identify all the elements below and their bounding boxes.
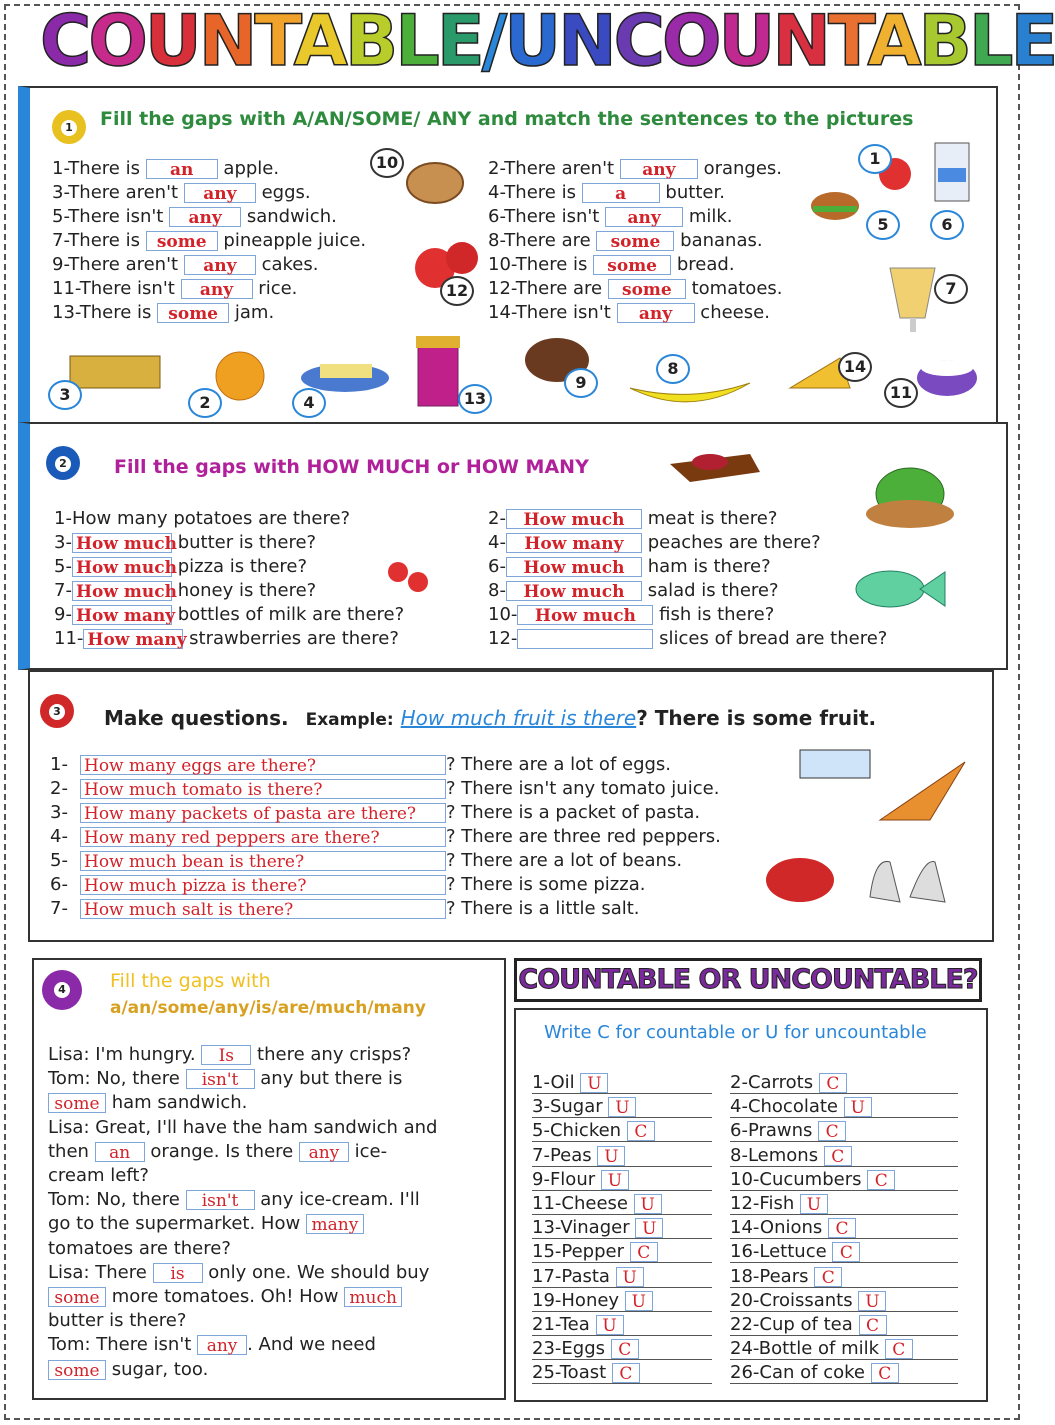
example-question: How much fruit is there: [400, 706, 637, 730]
question-prefix: 9-: [54, 604, 72, 625]
word-label: 2-Carrots: [730, 1072, 814, 1093]
section-2: [18, 422, 1008, 670]
sentence-prefix: 4-There is: [488, 182, 576, 203]
answer-field[interactable]: How much: [506, 581, 642, 601]
word-line: [532, 1169, 712, 1191]
word-line: [532, 1096, 712, 1118]
sentence-suffix: butter.: [665, 182, 725, 203]
word-line: [730, 1266, 958, 1288]
title-letter: /: [481, 0, 505, 82]
cu-answer-field[interactable]: U: [844, 1097, 872, 1117]
title-letter: U: [504, 0, 559, 82]
cu-answer-field[interactable]: U: [596, 1315, 624, 1335]
title-letter: U: [718, 0, 773, 82]
word-line: [730, 1362, 958, 1384]
word-line: [532, 1145, 712, 1167]
word-line: [730, 1193, 958, 1215]
sentence-prefix: 1-There is: [52, 158, 140, 179]
picture-number-label: 9: [564, 368, 598, 398]
answer-field[interactable]: is: [153, 1263, 203, 1283]
dialogue-text: . And we need: [247, 1334, 376, 1356]
sentence-prefix: 12-There are: [488, 278, 603, 299]
cu-answer-field[interactable]: C: [885, 1339, 913, 1359]
title-letter: N: [198, 0, 255, 82]
answer-field[interactable]: some: [593, 255, 671, 275]
sentence-prefix: 14-There isn't: [488, 302, 611, 323]
dialogue-line: [48, 1310, 186, 1331]
question-prefix: 8-: [488, 580, 506, 601]
dialogue-text: go to the supermarket. How: [48, 1213, 306, 1235]
word-line: [532, 1362, 712, 1384]
answer-field[interactable]: an: [146, 159, 218, 179]
dialogue-line: [48, 1117, 437, 1138]
word-label: 26-Can of coke: [730, 1362, 865, 1384]
question-field[interactable]: How many eggs are there?: [80, 755, 446, 775]
word-line: [730, 1145, 958, 1167]
answer-field[interactable]: How much: [72, 581, 172, 601]
answer-field[interactable]: isn't: [186, 1069, 255, 1089]
word-label: 9-Flour: [532, 1168, 596, 1190]
question-suffix: potatoes are there?: [173, 508, 351, 529]
word-label: 18-Pears: [730, 1265, 809, 1287]
word-line: [532, 1072, 712, 1094]
word-line: [532, 1120, 712, 1142]
section-4-heading: Fill the gaps with: [110, 970, 271, 992]
answer-field[interactable]: any: [197, 1335, 247, 1355]
question-suffix: slices of bread are there?: [659, 628, 888, 649]
picture-number-label: 5: [866, 210, 900, 240]
answer-field[interactable]: any: [617, 303, 695, 323]
word-line: [532, 1193, 712, 1215]
word-label: 1-Oil: [532, 1072, 575, 1093]
picture-number-label: 13: [458, 384, 492, 414]
dialogue-text: butter is there?: [48, 1310, 187, 1332]
picture-number-label: 11: [884, 378, 918, 408]
section-4-subheading: a/an/some/any/is/are/much/many: [110, 998, 426, 1018]
cu-answer-field[interactable]: U: [800, 1194, 828, 1214]
word-label: 4-Chocolate: [730, 1096, 839, 1118]
cu-answer-field[interactable]: C: [814, 1267, 842, 1287]
dialogue-line: [48, 1334, 376, 1355]
question-field[interactable]: How much pizza is there?: [80, 875, 446, 895]
question-suffix: peaches are there?: [647, 532, 821, 553]
section-2-heading: Fill the gaps with HOW MUCH or HOW MANY: [114, 456, 589, 478]
word-line: [730, 1072, 958, 1094]
question-prefix: 5-: [54, 556, 72, 577]
word-label: 8-Lemons: [730, 1144, 819, 1166]
section-5-title: COUNTABLE OR UNCOUNTABLE?: [518, 964, 978, 995]
word-label: 12-Fish: [730, 1193, 795, 1214]
word-label: 17-Pasta: [532, 1265, 610, 1287]
answer-field[interactable]: any: [299, 1142, 349, 1162]
dialogue-line: [48, 1359, 208, 1380]
sentence-prefix: 5-There isn't: [52, 206, 164, 227]
answer-field[interactable]: some: [146, 231, 218, 251]
dialogue-text: ice-: [348, 1140, 388, 1162]
cu-answer-field[interactable]: C: [818, 1121, 846, 1141]
question-prefix: 6-: [488, 556, 506, 577]
dialogue-text: orange. Is there: [144, 1140, 299, 1162]
question-field[interactable]: How many packets of pasta are there?: [80, 803, 446, 823]
dialogue-text: then: [48, 1140, 95, 1162]
dialogue-line: [48, 1165, 149, 1186]
row-number: 4-: [50, 826, 68, 847]
sentence-suffix: tomatoes.: [691, 278, 783, 299]
title-letter: N: [558, 0, 614, 82]
word-line: [730, 1290, 958, 1312]
question-suffix: honey is there?: [177, 580, 317, 601]
row-number: 5-: [50, 850, 68, 871]
sentence-prefix: 6-There isn't: [488, 206, 600, 227]
sentence-prefix: 2-There aren't: [488, 158, 615, 179]
dialogue-text: Lisa: There: [48, 1261, 153, 1283]
answer-field[interactable]: some: [157, 303, 229, 323]
word-line: [730, 1217, 958, 1239]
word-label: 19-Honey: [532, 1289, 620, 1311]
sentence-suffix: sandwich.: [246, 206, 337, 227]
section-number-1: 1: [61, 120, 77, 136]
answer-sentence: ? There isn't any tomato juice.: [446, 778, 720, 799]
picture-number-label: 2: [188, 388, 222, 418]
sentence-suffix: rice.: [258, 278, 298, 299]
word-label: 14-Onions: [730, 1217, 823, 1239]
section-5: [514, 1008, 988, 1402]
section-2-pictures: [30, 424, 1006, 668]
sentence-suffix: cakes.: [261, 254, 319, 275]
answer-field[interactable]: any: [184, 183, 256, 203]
cu-answer-field[interactable]: U: [580, 1073, 608, 1093]
answer-field[interactable]: How much: [517, 605, 653, 625]
word-label: 21-Tea: [532, 1314, 590, 1335]
cu-answer-field[interactable]: U: [625, 1291, 653, 1311]
sentence-suffix: jam.: [234, 302, 275, 323]
dialogue-text: more tomatoes. Oh! How: [106, 1286, 345, 1307]
answer-field[interactable]: How many: [72, 605, 172, 625]
word-line: [730, 1338, 958, 1360]
dialogue-text: Tom: No, there: [48, 1068, 186, 1090]
picture-number-label: 14: [838, 352, 872, 382]
dialogue-text: Lisa: Great, I'll have the ham sandwich and: [48, 1116, 438, 1138]
answer-field[interactable]: an: [95, 1142, 145, 1162]
word-line: [730, 1096, 958, 1118]
dialogue-text: there any crisps?: [251, 1044, 412, 1065]
sentence-prefix: 9-There aren't: [52, 254, 179, 275]
section-4: [32, 958, 506, 1400]
dialogue-text: any but there is: [254, 1068, 403, 1090]
word-line: [730, 1314, 958, 1336]
question-suffix: strawberries are there?: [189, 628, 399, 649]
answer-field[interactable]: some: [48, 1360, 106, 1380]
dialogue-line: [48, 1262, 429, 1283]
title-letter: L: [395, 0, 437, 82]
word-label: 24-Bottle of milk: [730, 1338, 880, 1360]
section-number-3: 3: [49, 704, 65, 720]
section-number-4: 4: [54, 982, 70, 998]
title-letter: B: [918, 0, 969, 82]
sentence-prefix: 8-There are: [488, 230, 591, 251]
word-line: [532, 1217, 712, 1239]
section-5-instruction: Write C for countable or U for uncountable: [544, 1022, 927, 1043]
title-letter: C: [613, 0, 663, 82]
cu-answer-field[interactable]: C: [859, 1315, 887, 1335]
answer-field[interactable]: isn't: [186, 1190, 255, 1210]
answer-field[interactable]: some: [48, 1093, 106, 1113]
cu-answer-field[interactable]: U: [601, 1170, 629, 1190]
question-field[interactable]: How many red peppers are there?: [80, 827, 446, 847]
word-label: 16-Lettuce: [730, 1241, 827, 1263]
word-label: 20-Croissants: [730, 1289, 853, 1311]
dialogue-text: Tom: No, there: [48, 1189, 186, 1211]
word-label: 3-Sugar: [532, 1096, 603, 1118]
answer-sentence: ? There are a lot of beans.: [446, 850, 683, 871]
question-suffix: bottles of milk are there?: [177, 604, 405, 625]
word-line: [532, 1266, 712, 1288]
question-prefix: 12-: [488, 628, 518, 649]
section-number-ball-4: [42, 970, 82, 1010]
answer-field[interactable]: How much: [72, 533, 172, 553]
word-label: 5-Chicken: [532, 1120, 622, 1142]
title-letter: O: [662, 0, 719, 82]
question-prefix: 11-: [54, 628, 84, 649]
word-label: 15-Pepper: [532, 1241, 625, 1263]
example-answer: ? There is some fruit.: [636, 706, 877, 730]
dialogue-line: [48, 1286, 402, 1307]
answer-sentence: ? There is a packet of pasta.: [446, 802, 701, 823]
cu-answer-field[interactable]: U: [616, 1267, 644, 1287]
dialogue-line: [48, 1044, 411, 1065]
answer-field[interactable]: some: [596, 231, 674, 251]
section-3-pictures: [30, 672, 992, 940]
question-suffix: salad is there?: [647, 580, 779, 601]
section-number-2: 2: [55, 456, 71, 472]
cu-answer-field[interactable]: C: [867, 1170, 895, 1190]
question-suffix: fish is there?: [659, 604, 775, 625]
section-3: [28, 670, 994, 942]
sentence-suffix: bread.: [676, 254, 735, 275]
answer-field[interactable]: How much: [72, 557, 172, 577]
picture-number-label: 6: [930, 210, 964, 240]
question-prefix: 10-: [488, 604, 518, 625]
picture-number-label: 3: [48, 380, 82, 410]
cu-answer-field[interactable]: U: [858, 1291, 886, 1311]
answer-field[interactable]: How many: [506, 533, 642, 553]
section-5-title-box: [514, 958, 982, 1002]
answer-field[interactable]: much: [344, 1287, 402, 1307]
title-letter: T: [254, 0, 294, 82]
question-suffix: meat is there?: [647, 508, 778, 529]
title-letter: B: [344, 0, 396, 82]
word-line: [532, 1338, 712, 1360]
dialogue-text: ham sandwich.: [106, 1092, 248, 1114]
question-prefix: 2-: [488, 508, 506, 529]
answer-field[interactable]: any: [181, 279, 253, 299]
title-letter: O: [88, 0, 145, 82]
page-title: [40, 0, 1055, 82]
question-prefix: 4-: [488, 532, 506, 553]
title-letter: L: [968, 0, 1011, 82]
question-suffix: pizza is there?: [177, 556, 308, 577]
word-line: [532, 1290, 712, 1312]
sentence-suffix: pineapple juice.: [223, 230, 367, 251]
sentence-suffix: oranges.: [703, 158, 783, 179]
question-prefix: 7-: [54, 580, 72, 601]
title-letter: T: [827, 0, 868, 82]
sentence-suffix: milk.: [688, 206, 733, 227]
cu-answer-field[interactable]: C: [832, 1242, 860, 1262]
example-label: Example:: [305, 710, 394, 730]
answer-field[interactable]: any: [620, 159, 698, 179]
sentence-suffix: cheese.: [700, 302, 770, 323]
sentence-suffix: apple.: [223, 158, 280, 179]
question-prefix: 3-: [54, 532, 72, 553]
word-label: 6-Prawns: [730, 1120, 813, 1142]
picture-number-label: 7: [934, 274, 968, 304]
title-letter: A: [867, 0, 919, 82]
word-line: [730, 1241, 958, 1263]
sentence-prefix: 13-There is: [52, 302, 152, 323]
answer-field[interactable]: How much: [506, 509, 642, 529]
word-line: [532, 1314, 712, 1336]
dialogue-text: Lisa: I'm hungry.: [48, 1044, 202, 1065]
answer-field[interactable]: How many: [83, 629, 183, 649]
cu-answer-field[interactable]: U: [635, 1218, 663, 1238]
picture-number-label: 10: [370, 148, 404, 178]
row-number: 7-: [50, 898, 68, 919]
section-1-heading: Fill the gaps with A/AN/SOME/ ANY and match the sentences to the pictures: [100, 108, 914, 130]
dialogue-line: [48, 1092, 247, 1113]
title-letter: C: [40, 0, 89, 82]
cu-answer-field[interactable]: U: [608, 1097, 636, 1117]
word-label: 13-Vinager: [532, 1217, 630, 1239]
picture-number-label: 1: [858, 144, 892, 174]
word-line: [730, 1120, 958, 1142]
question-suffix: butter is there?: [177, 532, 317, 553]
dialogue-text: any ice-cream. I'll: [254, 1189, 420, 1211]
answer-field[interactable]: some: [608, 279, 686, 299]
cu-answer-field[interactable]: C: [611, 1339, 639, 1359]
cu-answer-field[interactable]: C: [630, 1242, 658, 1262]
dialogue-text: Tom: There isn't: [48, 1334, 198, 1356]
answer-sentence: ? There is some pizza.: [446, 874, 646, 895]
dialogue-text: cream left?: [48, 1165, 149, 1186]
cu-answer-field[interactable]: U: [634, 1194, 662, 1214]
sentence-prefix: 11-There isn't: [52, 278, 175, 299]
dialogue-text: only one. We should buy: [202, 1261, 430, 1283]
row-number: 3-: [50, 802, 68, 823]
title-letter: A: [293, 0, 345, 82]
word-label: 22-Cup of tea: [730, 1314, 853, 1335]
cu-answer-field[interactable]: U: [597, 1146, 625, 1166]
sentence-prefix: 3-There aren't: [52, 182, 179, 203]
section-3-heading: Make questions. Example: How much fruit is there? There is some fruit.: [104, 706, 877, 730]
cu-answer-field[interactable]: C: [871, 1363, 899, 1383]
question-field[interactable]: How much salt is there?: [80, 899, 446, 919]
picture-number-label: 8: [656, 354, 690, 384]
cu-answer-field[interactable]: C: [612, 1363, 640, 1383]
dialogue-text: tomatoes are there?: [48, 1237, 231, 1259]
answer-field[interactable]: How much: [506, 557, 642, 577]
dialogue-line: [48, 1068, 402, 1089]
answer-sentence: ? There are a lot of eggs.: [446, 754, 672, 775]
answer-field[interactable]: Is: [201, 1045, 251, 1065]
word-label: 11-Cheese: [532, 1193, 628, 1214]
title-letter: U: [144, 0, 199, 82]
answer-field[interactable]: any: [169, 207, 241, 227]
question-field[interactable]: How much tomato is there?: [80, 779, 446, 799]
word-line: [532, 1241, 712, 1263]
cu-answer-field[interactable]: C: [828, 1218, 856, 1238]
dialogue-line: [48, 1189, 420, 1210]
answer-field[interactable]: any: [605, 207, 683, 227]
picture-number-label: 4: [292, 388, 326, 418]
row-number: 1-: [50, 754, 68, 775]
answer-sentence: ? There is a little salt.: [446, 898, 640, 919]
sentence-suffix: bananas.: [680, 230, 763, 251]
word-label: 7-Peas: [532, 1144, 592, 1166]
picture-number-label: 12: [440, 276, 474, 306]
sentence-suffix: eggs.: [261, 182, 311, 203]
dialogue-text: sugar, too.: [106, 1358, 209, 1380]
row-number: 2-: [50, 778, 68, 799]
word-line: [730, 1169, 958, 1191]
answer-field[interactable]: some: [48, 1287, 106, 1307]
sentence-prefix: 10-There is: [488, 254, 588, 275]
title-letter: E: [436, 0, 482, 82]
cu-answer-field[interactable]: C: [824, 1146, 852, 1166]
title-letter: E: [1010, 0, 1055, 82]
cu-answer-field[interactable]: C: [627, 1121, 655, 1141]
dialogue-line: [48, 1213, 364, 1234]
answer-field[interactable]: a: [582, 183, 660, 203]
question-field[interactable]: How much bean is there?: [80, 851, 446, 871]
section-1: [18, 86, 998, 426]
question-prefix: 1-How many: [54, 508, 168, 529]
word-label: 23-Eggs: [532, 1338, 606, 1360]
cu-answer-field[interactable]: C: [819, 1073, 847, 1093]
answer-sentence: ? There are three red peppers.: [446, 826, 721, 847]
title-letter: N: [772, 0, 828, 82]
dialogue-line: [48, 1238, 231, 1259]
answer-field[interactable]: any: [184, 255, 256, 275]
word-label: 25-Toast: [532, 1362, 607, 1384]
sentence-prefix: 7-There is: [52, 230, 140, 251]
word-label: 10-Cucumbers: [730, 1168, 862, 1190]
row-number: 6-: [50, 874, 68, 895]
answer-field[interactable]: many: [306, 1214, 364, 1234]
question-suffix: ham is there?: [647, 556, 771, 577]
dialogue-line: [48, 1141, 387, 1162]
